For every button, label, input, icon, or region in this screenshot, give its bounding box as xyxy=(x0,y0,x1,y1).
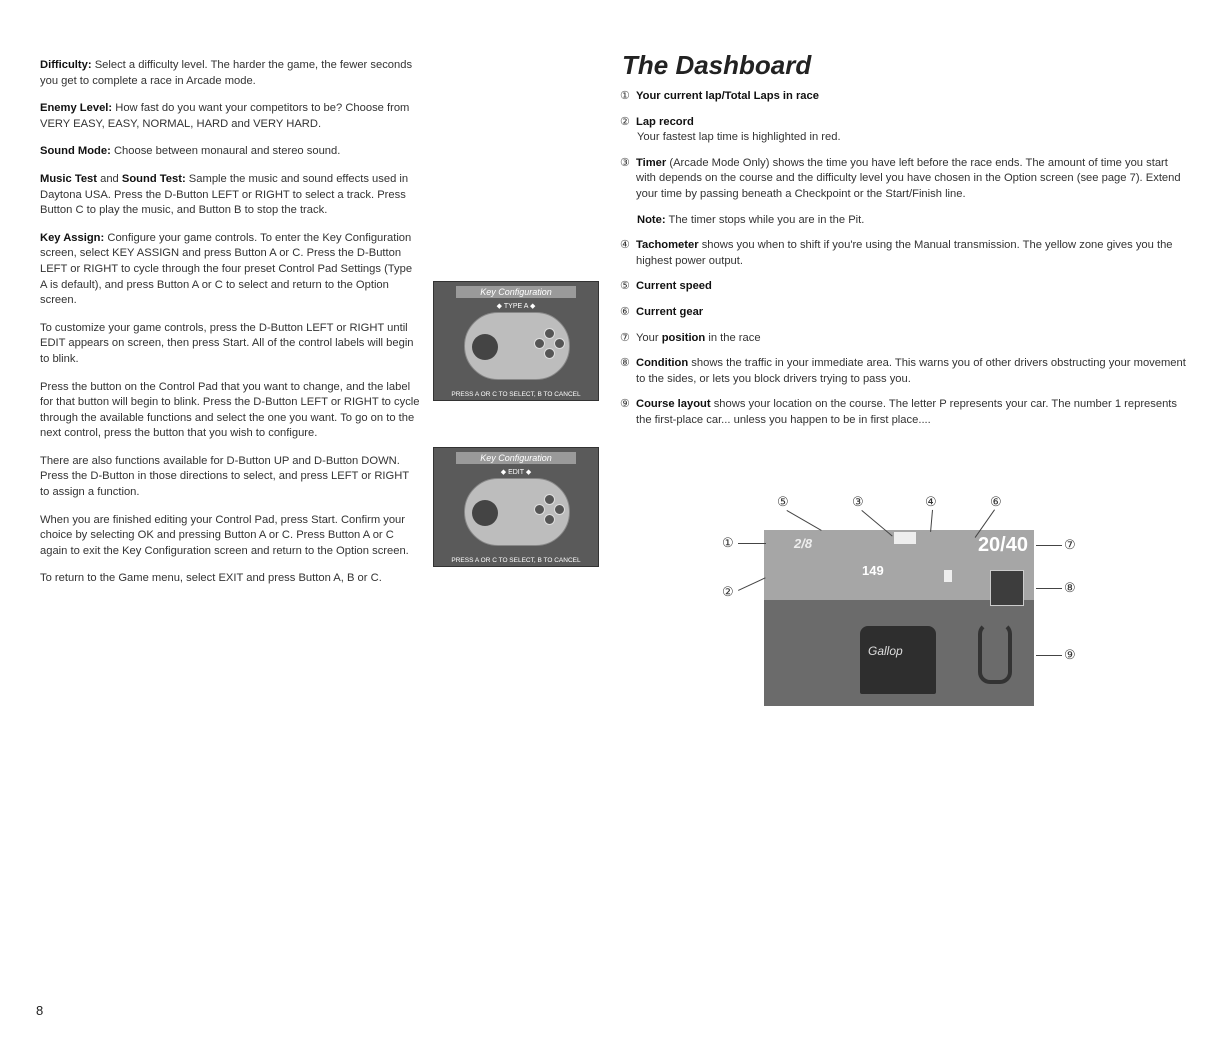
callout-1: ① xyxy=(722,535,734,550)
callout-7: ⑦ xyxy=(1064,537,1076,552)
return-menu-paragraph: To return to the Game menu, select EXIT and press Button A, B or C. xyxy=(40,572,382,585)
leader-line-5 xyxy=(787,510,822,531)
right-column xyxy=(620,89,1188,439)
dashboard-item-lap-record: ② Lap record Your fastest lap time is highlighted in red. xyxy=(620,115,841,144)
difficulty-paragraph: Difficulty: Select a difficulty level. The harder the game, the fewer seconds you get to complete a race in Arcade mode. xyxy=(40,59,413,87)
press-button-paragraph: Press the button on the Control Pad that you want to change, and the label for that button will begin to blink. Press the D-Button LEFT or RIGHT to cycle through the available functions and select the one you want. To go on to the next control, press the button that you wish to configure. xyxy=(40,380,420,440)
dpad-icon xyxy=(472,500,498,526)
dashboard-item-speed: ⑤ Current speed xyxy=(620,280,712,293)
course-map-icon xyxy=(978,622,1012,684)
screen-footer: PRESS A OR C TO SELECT, B TO CANCEL xyxy=(451,391,581,398)
dbutton-functions-paragraph: There are also functions available for D-Button UP and D-Button DOWN. Press the D-Button in those directions to select, and press LEFT or RIGHT to assign a function. xyxy=(40,454,409,499)
speed-display: 149 xyxy=(862,563,884,578)
dashboard-item-tachometer: ④ Tachometer shows you when to shift if you're using the Manual transmission. The yellow zone gives you the highest power output. xyxy=(620,239,1173,267)
screen-mode-label: ◆ EDIT ◆ xyxy=(500,469,532,476)
dashboard-item-gear: ⑥ Current gear xyxy=(620,305,704,318)
page-number: 8 xyxy=(36,1003,44,1018)
timer-note: Note: The timer stops while you are in the Pit. xyxy=(637,213,865,226)
callout-5: ⑤ xyxy=(777,494,789,509)
dashboard-item-course-layout: ⑨ Course layout shows your location on the course. The letter P represents your car. The number 1 represents the first-place car... unless you happen to be in first place.... xyxy=(620,398,1178,426)
gear-display xyxy=(944,570,952,582)
screen-banner: Key Configuration xyxy=(456,286,576,298)
lap-counter: 2/8 xyxy=(794,536,813,551)
screen-banner: Key Configuration xyxy=(456,452,576,464)
screen-mode-label: ◆ TYPE A ◆ xyxy=(496,303,536,310)
timer-display xyxy=(894,532,916,544)
enemy-level-paragraph: Enemy Level: How fast do you want your competitors to be? Choose from VERY EASY, EASY, NORMAL, HARD and VERY HARD. xyxy=(40,102,410,130)
callout-4: ④ xyxy=(925,494,937,509)
player-car: Gallop xyxy=(860,626,936,694)
callout-6: ⑥ xyxy=(990,494,1002,509)
key-config-screenshot-edit xyxy=(433,447,599,567)
dashboard-item-condition: ⑧ Condition shows the traffic in your immediate area. This warns you of other drivers obstructing your movement to the sides, or lets you block drivers trying to pass you. xyxy=(620,357,1186,385)
leader-line-4 xyxy=(930,510,933,532)
callout-2: ② xyxy=(722,584,734,599)
leader-line-8 xyxy=(1036,588,1062,589)
key-config-screenshot-type-a xyxy=(433,281,599,401)
callout-8: ⑧ xyxy=(1064,580,1076,595)
page-title: The Dashboard xyxy=(622,50,812,80)
dashboard-item-position: ⑦ Your position in the race xyxy=(620,331,761,344)
customize-paragraph: To customize your game controls, press the D-Button LEFT or RIGHT until EDIT appears on screen, then press Start. All of the control labels will begin to blink. xyxy=(40,321,414,365)
total-laps-display: 20/40 xyxy=(977,534,1028,556)
leader-line-2 xyxy=(738,577,766,591)
leader-line-1 xyxy=(738,543,766,544)
left-column xyxy=(40,58,420,599)
finish-editing-paragraph: When you are finished editing your Control Pad, press Start. Confirm your choice by selecting OK and pressing Button A or C. Press Button A or C again to exit the Key Configuration screen and return to the Option screen. xyxy=(40,513,409,557)
face-buttons-icon xyxy=(534,494,564,524)
dpad-icon xyxy=(472,334,498,360)
dashboard-item-timer: ③ Timer (Arcade Mode Only) shows the time you have left before the race ends. The amount of time you start with depends on the course and the difficulty level you have chosen in the Option screen (see page 7). Extend your time by passing beneath a Checkpoint or the Start/Finish line. xyxy=(620,156,1181,200)
leader-line-9 xyxy=(1036,655,1062,656)
dashboard-item-lap: ① Your current lap/Total Laps in race xyxy=(620,90,819,102)
condition-radar xyxy=(990,570,1024,606)
face-buttons-icon xyxy=(534,328,564,358)
leader-line-7 xyxy=(1036,545,1062,546)
callout-3: ③ xyxy=(852,494,864,509)
sound-mode-paragraph: Sound Mode: Choose between monaural and stereo sound. xyxy=(40,145,341,158)
music-sound-test-paragraph: Music Test and Sound Test: Sample the music and sound effects used in Daytona USA. Press the D-Button LEFT or RIGHT to select a track. Press Button C to play the music, and Button B to stop the track. xyxy=(40,172,409,217)
key-assign-paragraph: Key Assign: Configure your game controls. To enter the Key Configuration screen, select KEY ASSIGN and press Button A or C. Press the D-Button LEFT or RIGHT to cycle through the four preset Control Pad Settings (Type A is default), and press Button A or C to select and return to the Option screen. xyxy=(40,231,413,307)
screen-footer: PRESS A OR C TO SELECT, B TO CANCEL xyxy=(451,557,581,564)
callout-9: ⑨ xyxy=(1064,647,1076,662)
dashboard-screenshot xyxy=(764,530,1034,706)
